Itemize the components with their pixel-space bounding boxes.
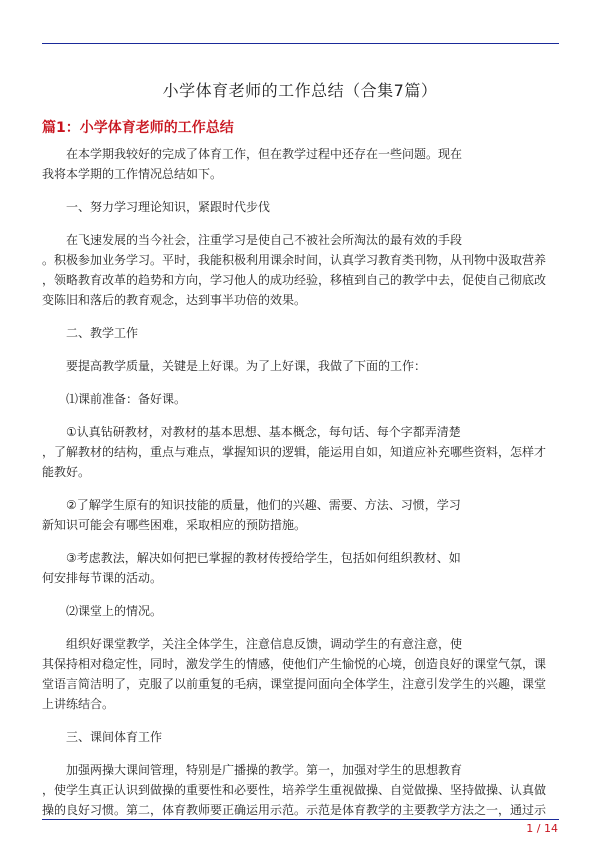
text-line: 我将本学期的工作情况总结如下。 xyxy=(42,167,223,181)
section-heading: 篇1：小学体育老师的工作总结 xyxy=(42,120,234,136)
bottom-rule xyxy=(42,819,559,820)
paragraph xyxy=(42,548,560,588)
text-line: ②了解学生原有的知识技能的质量，他们的兴趣、需要、方法、习惯，学习 xyxy=(66,498,461,512)
text-line: ，领略教育改革的趋势和方向，学习他人的成功经验，移植到自己的教学中去，促使自己彻底改 xyxy=(42,273,547,287)
text-line: ，了解教材的结构，重点与难点，掌握知识的逻辑，能运用自如，知道应补充哪些资料，怎样才 xyxy=(42,445,547,459)
text-line: 能教好。 xyxy=(42,465,91,479)
paragraph xyxy=(42,356,560,376)
paragraph xyxy=(42,197,560,217)
text-line: 变陈旧和落后的教育观念，达到事半功倍的效果。 xyxy=(42,293,307,307)
text-line: 在飞速发展的当今社会，注重学习是使自己不被社会所淘汰的最有效的手段 xyxy=(66,233,463,247)
text-line: 新知识可能会有哪些困难，采取相应的预防措施。 xyxy=(42,518,307,532)
document-title: 小学体育老师的工作总结（合集7篇） xyxy=(162,81,438,100)
body-text xyxy=(42,144,560,820)
text-line: 上讲练结合。 xyxy=(42,697,115,711)
text-line: 二、教学工作 xyxy=(66,326,139,340)
paragraph xyxy=(42,727,560,747)
paragraph xyxy=(42,230,560,310)
paragraph xyxy=(42,144,560,184)
text-line: 堂语言简洁明了，克服了以前重复的毛病，课堂提问面向全体学生，注意引发学生的兴趣，课堂 xyxy=(42,677,547,691)
text-line: ⑴课前准备：备好课。 xyxy=(66,392,187,406)
text-line: ③考虑教法，解决如何把已掌握的教材传授给学生，包括如何组织教材、如 xyxy=(66,551,461,565)
text-line: 在本学期我较好的完成了体育工作，但在教学过程中还存在一些问题。现在 xyxy=(66,147,463,161)
text-line: 一、努力学习理论知识，紧跟时代步伐 xyxy=(66,200,271,214)
paragraph xyxy=(42,422,560,482)
page-number: 1 / 14 xyxy=(526,822,558,835)
text-line: 。积极参加业务学习。平时，我能积极利用课余时间，认真学习教育类刊物，从刊物中汲取营养 xyxy=(42,253,547,267)
text-line: ⑵课堂上的情况。 xyxy=(66,604,163,618)
text-line: 加强两操大课间管理，特别是广播操的教学。第一，加强对学生的思想教育 xyxy=(66,763,463,777)
text-line: 三、课间体育工作 xyxy=(66,730,163,744)
text-line: 操的良好习惯。第二，体育教师要正确运用示范。示范是体育教学的主要教学方法之一，通过示 xyxy=(42,803,547,817)
text-line: ①认真钻研教材，对教材的基本思想、基本概念，每句话、每个字都弄清楚 xyxy=(66,425,461,439)
text-line: 组织好课堂教学，关注全体学生，注意信息反馈，调动学生的有意注意，使 xyxy=(66,637,463,651)
text-line: 何安排每节课的活动。 xyxy=(42,571,163,585)
text-line: ，使学生真正认识到做操的重要性和必要性，培养学生重视做操、自觉做操、坚持做操、认真做 xyxy=(42,783,547,797)
paragraph xyxy=(42,601,560,621)
top-rule xyxy=(42,43,559,44)
paragraph xyxy=(42,323,560,343)
paragraph xyxy=(42,389,560,409)
paragraph xyxy=(42,495,560,535)
paragraph xyxy=(42,634,560,714)
paragraph xyxy=(42,760,560,820)
text-line: 要提高教学质量，关键是上好课。为了上好课，我做了下面的工作： xyxy=(66,359,427,373)
text-line: 其保持相对稳定性，同时，激发学生的情感，使他们产生愉悦的心境，创造良好的课堂气氛，课 xyxy=(42,657,547,671)
